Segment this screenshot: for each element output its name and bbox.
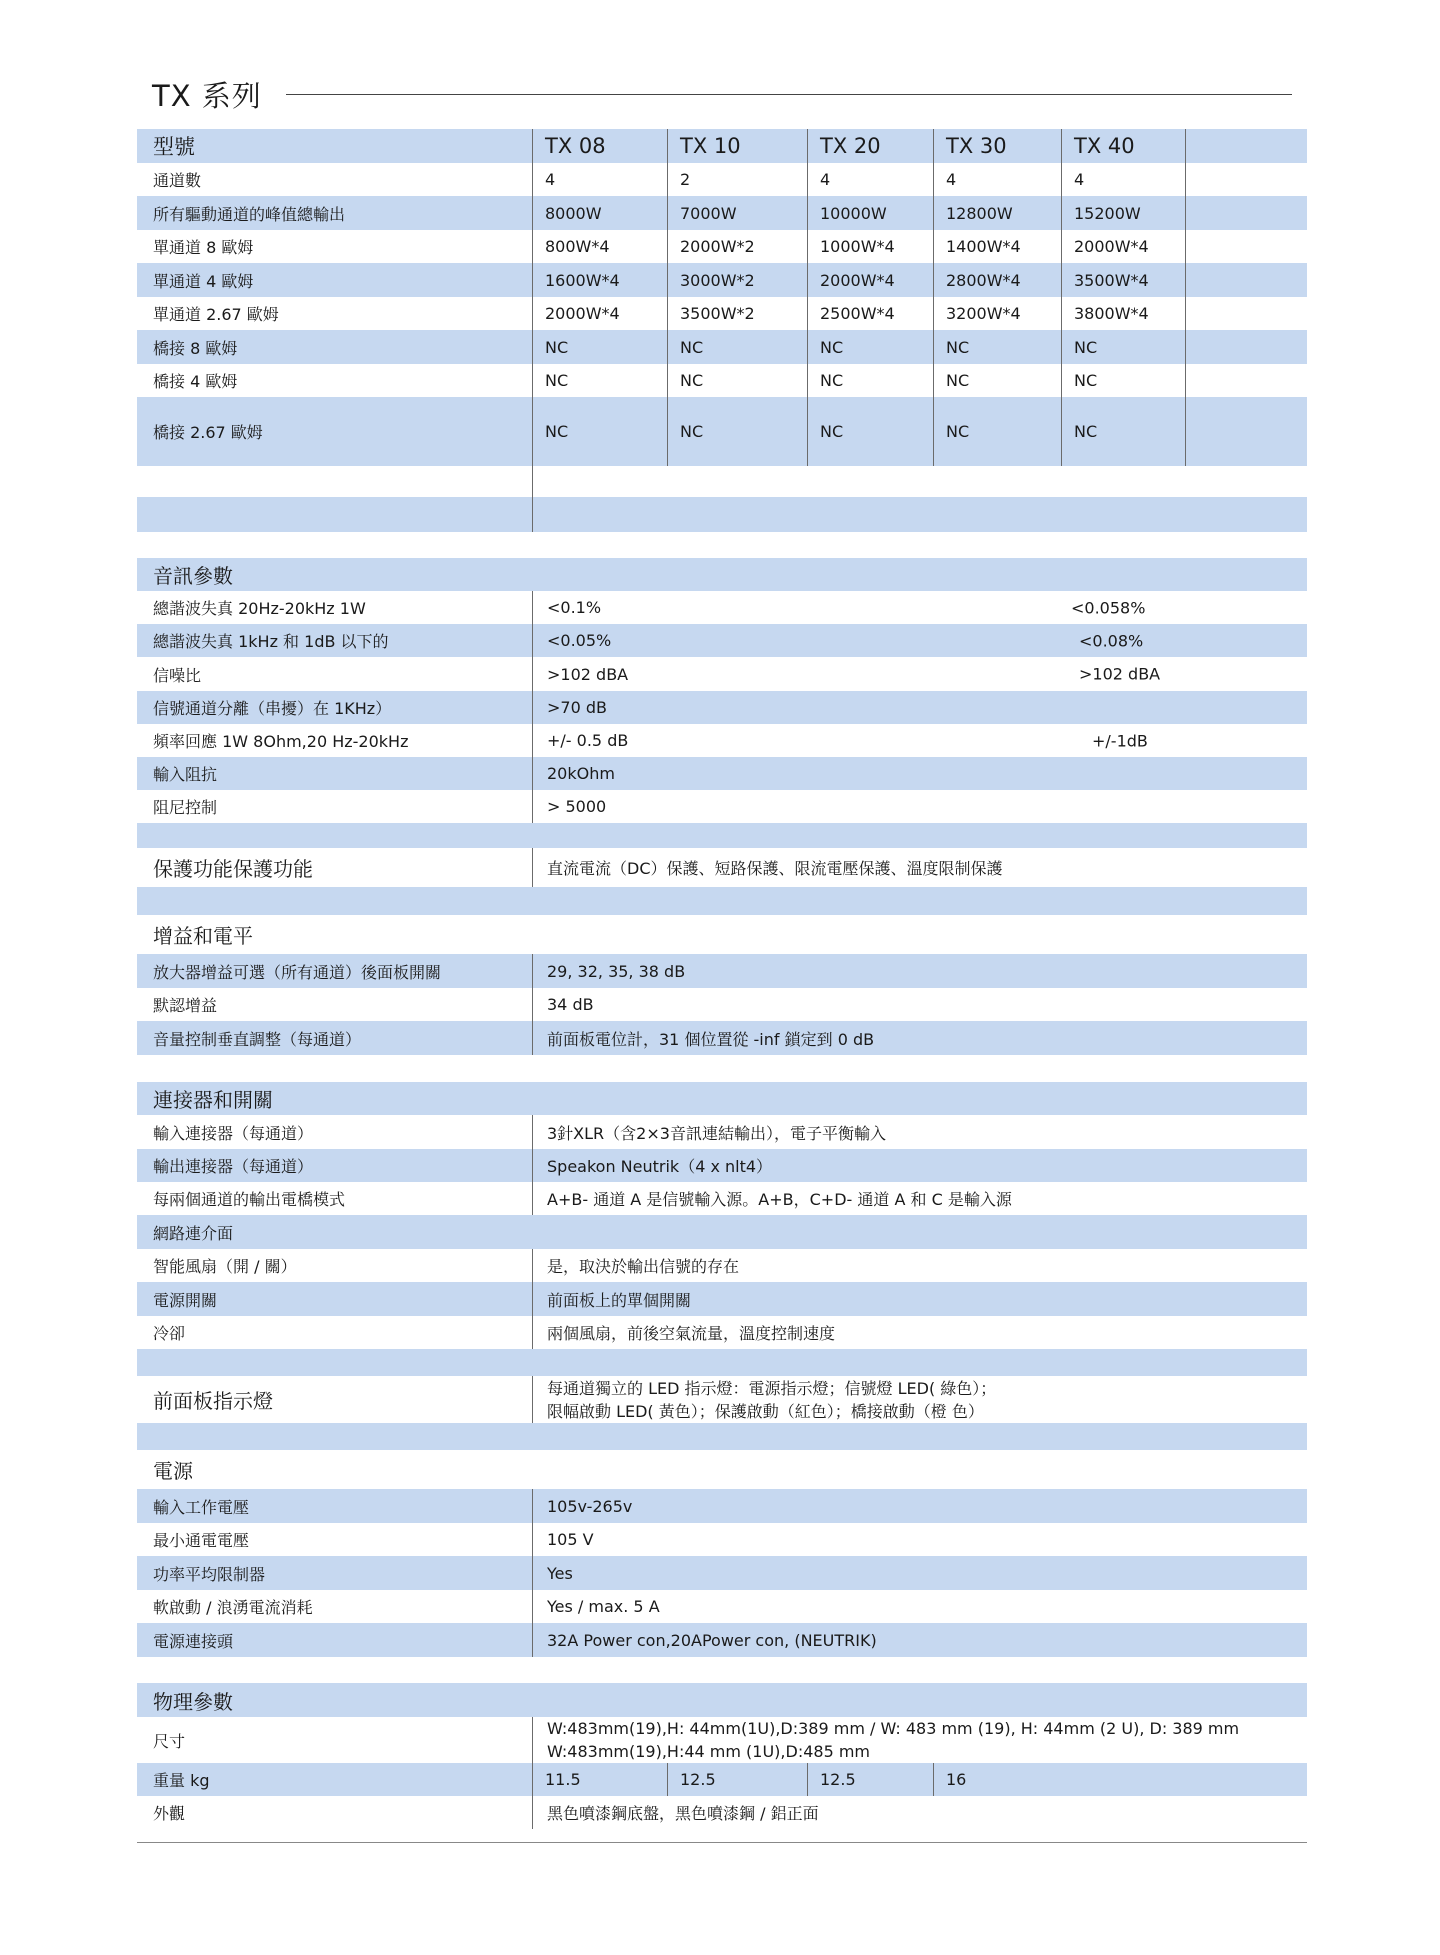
row-label: 頻率回應 1W 8Ohm,20 Hz-20kHz: [137, 724, 533, 757]
section-title: 增益和電平: [153, 924, 253, 948]
size-line: W:483mm(19),H:44 mm (1U),D:485 mm: [547, 1742, 871, 1761]
alt-value: <0.058%: [1071, 598, 1146, 617]
table-row: [137, 954, 1307, 988]
table-row: [137, 1249, 1307, 1282]
table-row: [137, 1763, 1307, 1796]
section-indicator: [137, 1376, 1307, 1423]
cell: 12800W: [934, 196, 1062, 230]
table-row: [137, 1149, 1307, 1182]
cell: 8000W: [533, 196, 668, 230]
cell: NC: [934, 330, 1062, 364]
cell: NC: [808, 330, 934, 364]
cell: NC: [533, 397, 668, 466]
cell: 4: [808, 163, 934, 196]
cell: 11.5: [533, 1763, 668, 1796]
row-label: 輸入阻抗: [137, 757, 533, 790]
cell: 15200W: [1062, 196, 1186, 230]
row-label: 單通道 2.67 歐姆: [137, 297, 533, 330]
row-value: 32A Power con,20APower con, (NEUTRIK): [547, 1630, 877, 1650]
row-value: > 5000: [547, 797, 607, 816]
table-row: [137, 757, 1307, 790]
indicator-line: 每通道獨立的 LED 指示燈：電源指示燈；信號燈 LED( 綠色）；: [547, 1378, 997, 1398]
cell: 4: [1062, 163, 1186, 196]
model-tx30: TX 30: [934, 129, 1062, 163]
section-header-audio: [137, 558, 1307, 591]
row-label: 功率平均限制器: [137, 1556, 533, 1590]
row-label: 每兩個通道的輸出電橋模式: [137, 1182, 533, 1215]
section-header-gain: [137, 915, 1307, 954]
table-row: [137, 196, 1307, 230]
table-row: [137, 1316, 1307, 1349]
row-label: 通道數: [137, 163, 533, 196]
table-row: [137, 330, 1307, 364]
row-label: 信噪比: [137, 657, 533, 691]
alt-value: >102 dBA: [1079, 664, 1161, 684]
row-value: <0.1%: [547, 598, 602, 617]
row-label: 智能風扇（開 / 關）: [137, 1249, 533, 1282]
cell: 1600W*4: [533, 263, 668, 297]
alt-value: +/-1dB: [1092, 731, 1148, 750]
row-value: 前面板上的單個開關: [547, 1290, 692, 1310]
row-value: 20kOhm: [547, 764, 615, 783]
indicator-line: 限幅啟動 LED( 黃色）；保護啟動（紅色）；橋接啟動（橙 色）: [547, 1401, 984, 1421]
row-label: 橋接 4 歐姆: [137, 364, 533, 397]
row-value: <0.05%: [547, 631, 612, 650]
cell: 2500W*4: [808, 297, 934, 330]
section-title: 連接器和開關: [153, 1088, 273, 1112]
table-row: [137, 1796, 1307, 1829]
cell: NC: [533, 364, 668, 397]
row-value: 兩個風扇，前後空氣流量，溫度控制速度: [547, 1324, 836, 1343]
row-value: 3針XLR（含2×3音訊連結輸出），電子平衡輸入: [547, 1123, 886, 1143]
row-value: 29, 32, 35, 38 dB: [547, 961, 686, 981]
row-label: 輸出連接器（每通道）: [137, 1149, 533, 1182]
model-tx08: TX 08: [533, 129, 668, 163]
title-divider: [286, 94, 1292, 95]
row-label: 網路連介面: [153, 1223, 234, 1243]
model-tx20: TX 20: [808, 129, 934, 163]
size-line: W:483mm(19),H: 44mm(1U),D:389 mm / W: 483 mm (19), H: 44mm (2 U), D: 389 mm: [547, 1719, 1240, 1738]
row-label: 所有驅動通道的峰值總輸出: [137, 196, 533, 230]
table-row: [137, 1489, 1307, 1523]
row-label: 尺寸: [137, 1717, 533, 1763]
spacer-row: [137, 532, 1307, 558]
cell: 2000W*2: [668, 230, 808, 263]
row-value: 是，取決於輸出信號的存在: [547, 1257, 740, 1276]
model-header-label: 型號: [137, 129, 533, 163]
table-row: [137, 1282, 1307, 1316]
row-label: 冷卻: [137, 1316, 533, 1349]
row-value: 34 dB: [547, 995, 594, 1014]
row-label: 橋接 2.67 歐姆: [137, 397, 533, 466]
row-label: 電源連接頭: [137, 1623, 533, 1657]
row-value: 黑色噴漆鋼底盤，黑色噴漆鋼 / 鋁正面: [547, 1804, 819, 1823]
row-value: >70 dB: [547, 698, 607, 717]
row-label: 輸入工作電壓: [137, 1489, 533, 1523]
cell: NC: [934, 364, 1062, 397]
spacer-row: [137, 823, 1307, 848]
model-tx10: TX 10: [668, 129, 808, 163]
model-header-row: [137, 129, 1307, 163]
row-value: 105v-265v: [547, 1496, 633, 1516]
cell: 12.5: [808, 1763, 934, 1796]
cell: NC: [1062, 364, 1186, 397]
table-row: [137, 163, 1307, 196]
table-row: [137, 591, 1307, 624]
table-row: [137, 624, 1307, 657]
table-row: [137, 1623, 1307, 1657]
cell: 3200W*4: [934, 297, 1062, 330]
row-label: 電源開關: [137, 1282, 533, 1316]
cell: 2000W*4: [808, 263, 934, 297]
table-row: [137, 724, 1307, 757]
row-value: Yes: [547, 1563, 573, 1583]
cell: NC: [934, 397, 1062, 466]
cell: 4: [934, 163, 1062, 196]
row-value: 直流電流（DC）保護、短路保護、限流電壓保護、溫度限制保護: [547, 859, 1003, 878]
empty-row: [137, 497, 1307, 532]
page-title: TX 系列: [152, 79, 262, 113]
table-row: [137, 1182, 1307, 1215]
empty-row: [137, 466, 1307, 497]
cell: 4: [533, 163, 668, 196]
section-title: 保護功能保護功能: [137, 848, 533, 887]
row-value: >102 dBA: [547, 664, 629, 684]
bottom-divider: [137, 1842, 1307, 1843]
row-label: 默認增益: [137, 988, 533, 1021]
cell: 2000W*4: [1062, 230, 1186, 263]
cell: 7000W: [668, 196, 808, 230]
model-tx40: TX 40: [1062, 129, 1186, 163]
table-row: [137, 297, 1307, 330]
table-row: [137, 364, 1307, 397]
row-label: 音量控制垂直調整（每通道）: [137, 1021, 533, 1055]
cell: 800W*4: [533, 230, 668, 263]
alt-value: <0.08%: [1079, 631, 1144, 650]
cell: NC: [668, 330, 808, 364]
row-label: 輸入連接器（每通道）: [137, 1115, 533, 1149]
cell: 2000W*4: [533, 297, 668, 330]
section-header-power: [137, 1450, 1307, 1489]
indicator-description: [533, 1376, 1307, 1423]
empty-cell: [137, 466, 533, 497]
row-value: Yes / max. 5 A: [547, 1597, 660, 1616]
cell: 2: [668, 163, 808, 196]
table-row: [137, 1115, 1307, 1149]
row-label: 阻尼控制: [137, 790, 533, 823]
spacer-row: [137, 1657, 1307, 1683]
cell: 3500W*2: [668, 297, 808, 330]
cell: 12.5: [668, 1763, 808, 1796]
section-title: 音訊參數: [153, 564, 233, 588]
size-value: [533, 1717, 1307, 1763]
row-label: 總諧波失真 20Hz-20kHz 1W: [137, 591, 533, 624]
spacer-row: [137, 1055, 1307, 1082]
section-header-physical: [137, 1683, 1307, 1717]
table-row: [137, 988, 1307, 1021]
table-row: [137, 1556, 1307, 1590]
table-row: [137, 1215, 1307, 1249]
cell: 3000W*2: [668, 263, 808, 297]
row-label: 軟啟動 / 浪湧電流消耗: [137, 1590, 533, 1623]
cell: 10000W: [808, 196, 934, 230]
section-title: 電源: [153, 1459, 193, 1483]
row-label: 單通道 4 歐姆: [137, 263, 533, 297]
row-value: +/- 0.5 dB: [547, 731, 629, 750]
cell: NC: [808, 397, 934, 466]
empty-cell: [137, 497, 533, 532]
row-value: 前面板電位計，31 個位置從 -inf 鎖定到 0 dB: [547, 1029, 875, 1049]
table-row: [137, 263, 1307, 297]
row-label: 信號通道分離（串擾）在 1KHz）: [137, 691, 533, 724]
section-title: 前面板指示燈: [137, 1376, 533, 1423]
row-label: 單通道 8 歐姆: [137, 230, 533, 263]
cell: 3800W*4: [1062, 297, 1186, 330]
table-row: [137, 397, 1307, 466]
row-value: Speakon Neutrik（4 x nlt4）: [547, 1157, 773, 1176]
cell: NC: [1062, 330, 1186, 364]
table-row: [137, 1021, 1307, 1055]
cell: 1400W*4: [934, 230, 1062, 263]
cell: NC: [668, 397, 808, 466]
row-label: 最小通電電壓: [137, 1523, 533, 1556]
cell: 2800W*4: [934, 263, 1062, 297]
cell: NC: [808, 364, 934, 397]
cell: NC: [533, 330, 668, 364]
section-title: 物理參數: [153, 1689, 233, 1714]
table-row: [137, 1717, 1307, 1763]
table-row: [137, 790, 1307, 823]
row-value: A+B- 通道 A 是信號輸入源。A+B，C+D- 通道 A 和 C 是輸入源: [547, 1190, 1012, 1209]
spacer-row: [137, 887, 1307, 915]
table-row: [137, 691, 1307, 724]
cell: NC: [668, 364, 808, 397]
section-protection: [137, 848, 1307, 887]
row-value: 105 V: [547, 1530, 594, 1549]
spacer-row: [137, 1423, 1307, 1450]
row-label: 放大器增益可選（所有通道）後面板開關: [137, 954, 533, 988]
spec-table: [137, 129, 1307, 1829]
cell: 3500W*4: [1062, 263, 1186, 297]
row-label: 外觀: [137, 1796, 533, 1829]
table-row: [137, 657, 1307, 691]
table-row: [137, 230, 1307, 263]
row-label: 橋接 8 歐姆: [137, 330, 533, 364]
table-row: [137, 1590, 1307, 1623]
spacer-row: [137, 1349, 1307, 1376]
cell: 1000W*4: [808, 230, 934, 263]
row-label: 總諧波失真 1kHz 和 1dB 以下的: [137, 624, 533, 657]
cell: NC: [1062, 397, 1186, 466]
section-header-connectors: [137, 1082, 1307, 1115]
cell: 16: [946, 1770, 967, 1789]
table-row: [137, 1523, 1307, 1556]
row-label: 重量 kg: [137, 1763, 533, 1796]
